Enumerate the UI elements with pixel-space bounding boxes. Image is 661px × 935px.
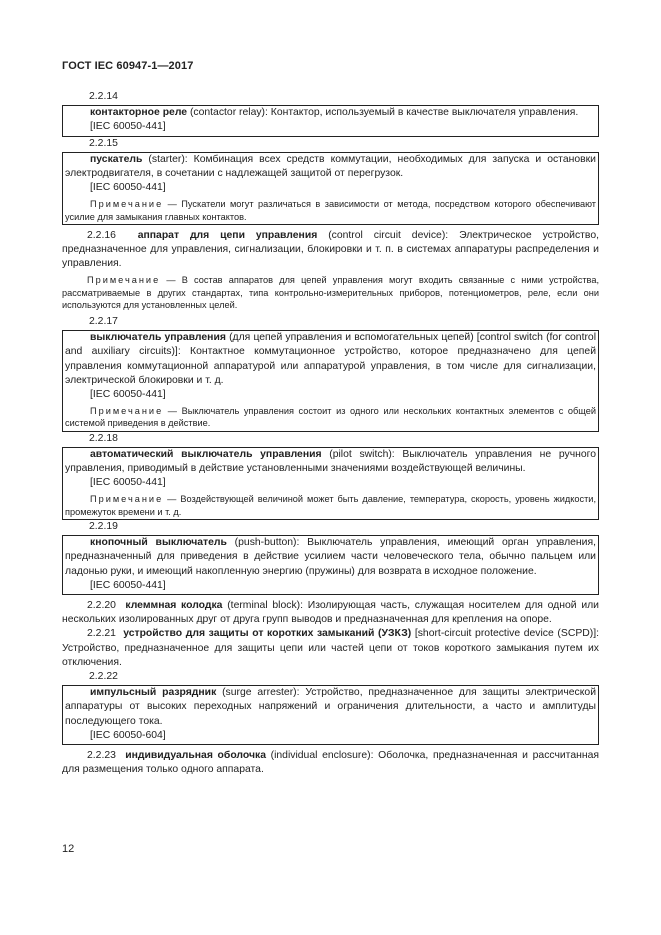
page-number: 12	[62, 843, 75, 855]
definition-text	[62, 749, 599, 777]
definition-text	[65, 686, 596, 729]
term: аппарат для цепи управления	[137, 229, 318, 241]
term-definition: (surge arrester): Устройство, предназначенное для защиты электрической аппаратуры от высоких переходных напряжений и ограничения длительности, а часто и амплитуды последующего тока.	[65, 687, 596, 727]
clause-number: 2.2.23	[87, 749, 116, 761]
term-definition: (control circuit device): Электрическое устройство, предназначенное для управления, сигнализации, блокировки и т. п. в системах аппаратуры распределения и управления.	[62, 229, 599, 270]
term: кнопочный выключатель	[90, 537, 227, 549]
term-definition: (individual enclosure): Оболочка, предназначенная и рассчитанная для размещения только одного аппарата.	[62, 749, 599, 776]
term: импульсный разрядник	[90, 687, 217, 699]
clause-number: 2.2.19	[89, 520, 118, 532]
definition-box	[62, 152, 599, 225]
note	[62, 274, 599, 311]
note-text: — Пускатели могут различаться в зависимости от метода, посредством которого обеспечивают усилие для замыкания главных контактов.	[65, 199, 596, 222]
note-text: — Воздействующей величиной может быть давление, температура, скорость, уровень жидкости, промежуток времени и т. д.	[65, 494, 596, 517]
term-definition: (terminal block): Изолирующая часть, служащая носителем для одной или нескольких изолированных друг от друга групп выводов и предназначенная для крепления на опоре.	[62, 599, 599, 626]
term-definition: (push-button): Выключатель управления, имеющий орган управления, предназначенный для приведения в действие усилием части человеческого тела, обычно пальцем или ладонью руки, и имеющий накопленную энергию (пружины) для возврата в исходное положение.	[65, 537, 596, 577]
note-text: — Выключатель управления состоит из одного или нескольких контактных элементов с общей системой приведения в действие.	[65, 406, 596, 429]
definition-box	[62, 447, 599, 520]
term: контакторное реле	[90, 107, 188, 119]
definition-text	[62, 627, 599, 670]
note-label: Примечание	[90, 494, 164, 505]
term-definition: (contactor relay): Контактор, используемый в качестве выключателя управления.	[187, 107, 579, 119]
note-text: — В состав аппаратов для цепей управления могут входить связанные с ними устройства, рассматриваемые в других стандартах, типа контрольно-измерительных приборов, потенциометров, реле, если они используются для установленных целей.	[62, 275, 599, 310]
definition-text	[65, 536, 596, 579]
term: выключатель управления	[90, 332, 226, 344]
term-definition: [short-circuit protective device (SCPD)]: Устройство, предназначенное для защиты цепи или частей цепи от токов короткого замыкания путем их отключения.	[62, 628, 599, 668]
note	[65, 405, 596, 429]
definition-text	[65, 448, 596, 476]
term: пускатель	[90, 153, 143, 165]
term: автоматический выключатель управления	[90, 448, 322, 460]
term: устройство для защиты от коротких замыканий (УЗКЗ)	[123, 628, 412, 640]
note	[65, 493, 596, 517]
source-reference: [IEC 60050-441]	[90, 579, 166, 591]
term: индивидуальная оболочка	[125, 749, 266, 761]
clause-number: 2.2.16	[87, 229, 116, 241]
clause-number: 2.2.18	[89, 432, 118, 444]
clause-number: 2.2.20	[87, 599, 116, 611]
source-reference: [IEC 60050-441]	[90, 477, 166, 489]
clause-number: 2.2.14	[89, 91, 118, 102]
term-definition: (pilot switch): Выключатель управления не ручного управления, приводимый в действие установленными значениями воздействующей величины.	[65, 448, 596, 475]
clause-number: 2.2.17	[89, 316, 118, 328]
definition-text	[62, 229, 599, 272]
note-label: Примечание	[90, 199, 164, 210]
definition-box	[62, 330, 599, 431]
source-reference: [IEC 60050-441]	[90, 182, 166, 194]
note	[65, 198, 596, 222]
term: клеммная колодка	[125, 599, 223, 611]
clause-number: 2.2.21	[87, 628, 116, 640]
definition-box	[62, 685, 599, 745]
note-label: Примечание	[90, 406, 164, 417]
note-label: Примечание	[87, 275, 161, 286]
definition-box	[62, 105, 599, 136]
definition-text	[65, 153, 596, 181]
definition-text	[65, 331, 596, 388]
term-definition: (starter): Комбинация всех средств коммутации, необходимых для запуска и остановки электродвигателя, в сочетании с надлежащей защитой от перегрузок.	[65, 153, 596, 180]
source-reference: [IEC 60050-441]	[90, 121, 166, 133]
clause-number: 2.2.15	[89, 137, 118, 149]
document-body	[62, 90, 599, 777]
source-reference: [IEC 60050-441]	[90, 389, 166, 401]
source-reference: [IEC 60050-604]	[90, 729, 166, 741]
definition-text	[62, 599, 599, 627]
term-definition: (для цепей управления и вспомогательных цепей) [control switch (for control and auxiliary circuits)]: Контактное коммутационное устройство, которое предназначено для цепей управления коммутационной аппаратурой или аппаратурой управления, в том числе для сигнализации, электрической блокировки и т. д.	[65, 332, 597, 386]
clause-number: 2.2.22	[89, 670, 118, 682]
definition-text	[65, 106, 596, 120]
document-header: ГОСТ IEC 60947-1—2017	[62, 60, 194, 72]
definition-box	[62, 535, 599, 595]
